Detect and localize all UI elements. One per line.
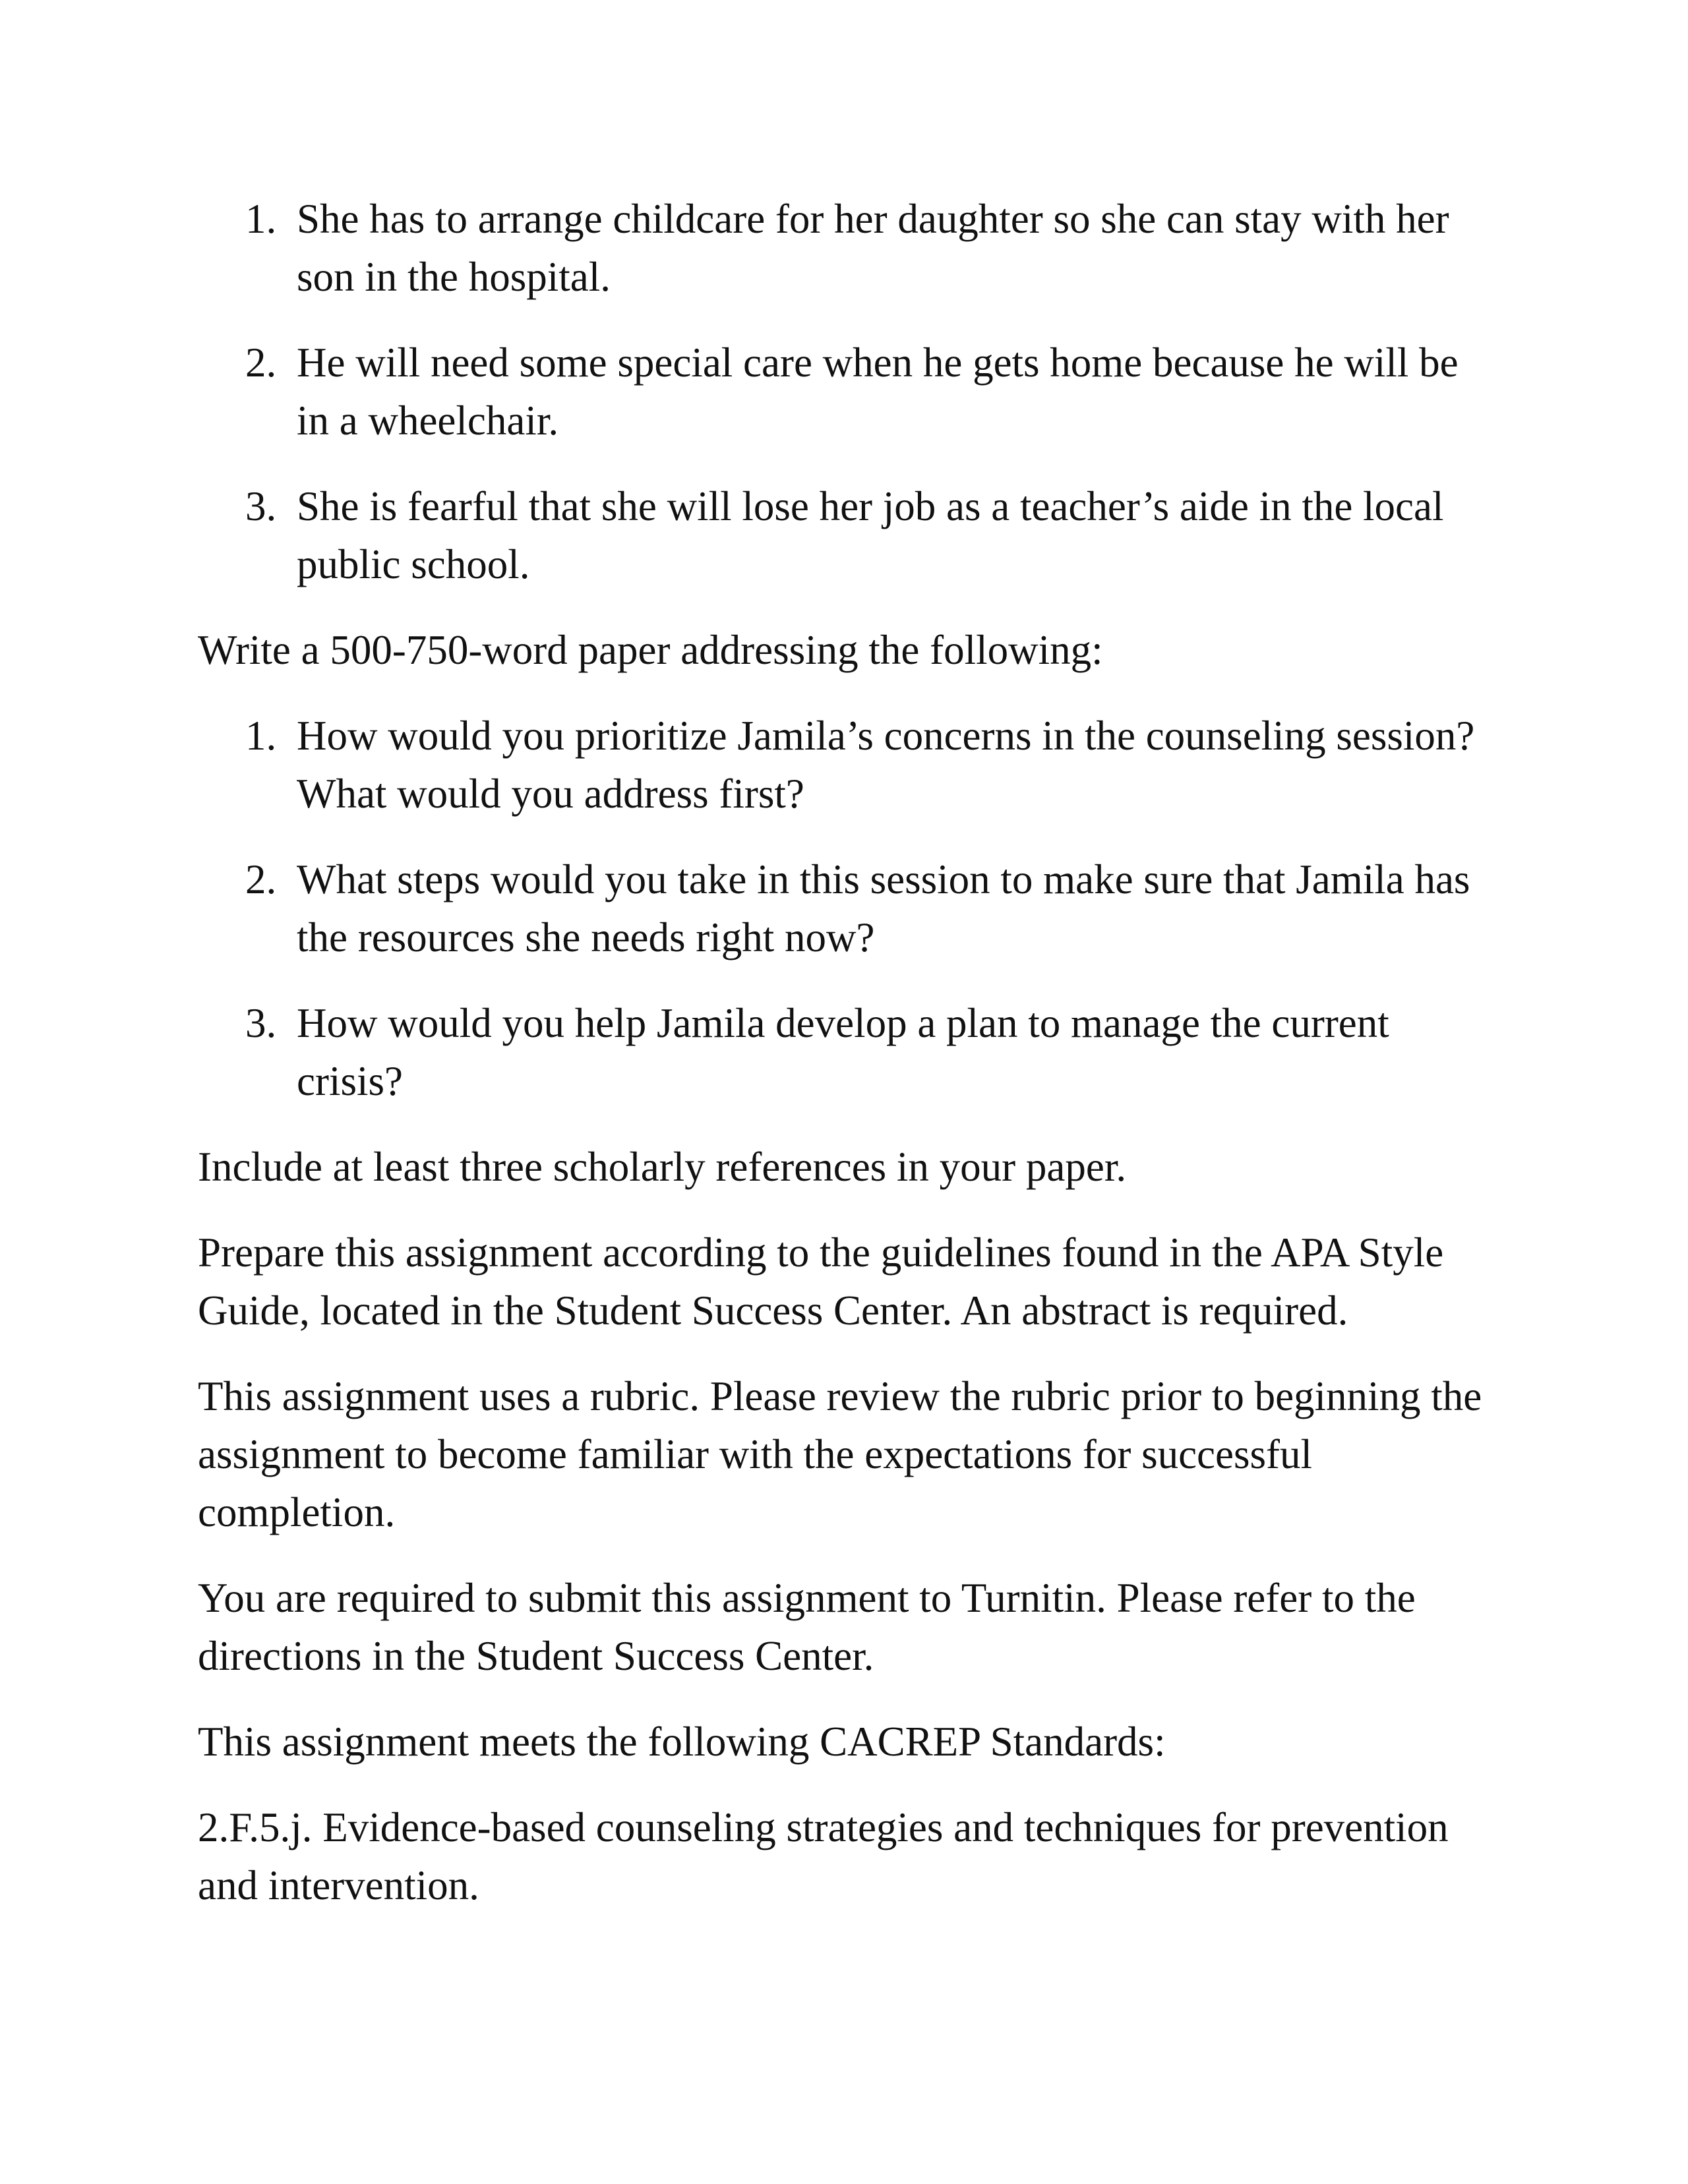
list-item-text: What steps would you take in this session to make sure that Jamila has the resources she needs right now? <box>297 856 1470 960</box>
list-item <box>198 850 1490 966</box>
list-item-text: She has to arrange childcare for her daughter so she can stay with her son in the hospital. <box>297 196 1449 300</box>
list-item <box>198 334 1490 450</box>
assignment-intro: Write a 500-750-word paper addressing the following: <box>198 627 1103 673</box>
list-number: 1. <box>245 196 277 242</box>
list-number: 2. <box>245 856 277 902</box>
turnitin-paragraph: You are required to submit this assignment to Turnitin. Please refer to the directions in the Student Success Center. <box>198 1575 1416 1679</box>
list-item-text: She is fearful that she will lose her job as a teacher’s aide in the local public school. <box>297 483 1444 587</box>
standard-paragraph: 2.F.5.j. Evidence-based counseling strategies and techniques for prevention and intervention. <box>198 1804 1449 1908</box>
list-item-text: How would you prioritize Jamila’s concerns in the counseling session? What would you address first? <box>297 713 1475 817</box>
document-body <box>198 190 1490 1942</box>
list-item <box>198 190 1490 306</box>
concerns-list <box>198 190 1490 593</box>
questions-list <box>198 707 1490 1110</box>
cacrep-paragraph: This assignment meets the following CACREP Standards: <box>198 1719 1166 1765</box>
list-item <box>198 477 1490 593</box>
list-number: 2. <box>245 339 277 386</box>
list-item-text: How would you help Jamila develop a plan to manage the current crisis? <box>297 1000 1389 1104</box>
list-item-text: He will need some special care when he gets home because he will be in a wheelchair. <box>297 339 1459 444</box>
list-number: 3. <box>245 483 277 529</box>
rubric-paragraph: This assignment uses a rubric. Please review the rubric prior to beginning the assignment to become familiar with the expectations for successful completion. <box>198 1373 1482 1535</box>
list-item <box>198 707 1490 823</box>
list-number: 3. <box>245 1000 277 1046</box>
list-item <box>198 994 1490 1110</box>
apa-paragraph: Prepare this assignment according to the guidelines found in the APA Style Guide, located in the Student Success Center. An abstract is required. <box>198 1229 1444 1334</box>
references-paragraph: Include at least three scholarly references in your paper. <box>198 1144 1127 1190</box>
list-number: 1. <box>245 713 277 759</box>
